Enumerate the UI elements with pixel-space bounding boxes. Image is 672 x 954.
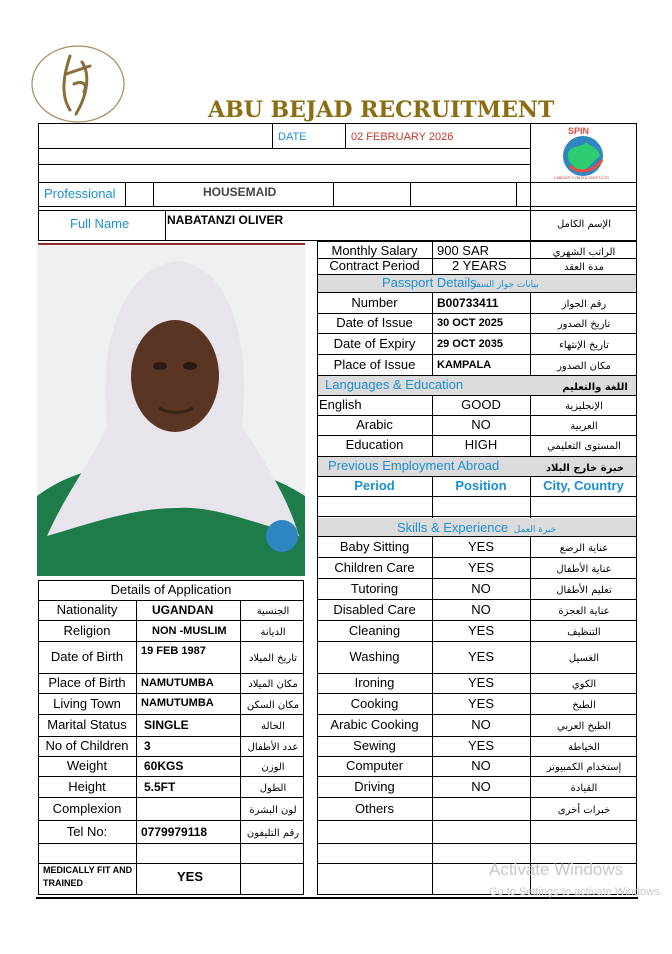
grid-line [317,415,637,416]
skill-row-ar: خبرات أخرى [557,805,611,816]
skill-row-value: NO [471,758,491,773]
grid-line [38,693,304,694]
employment-title: Previous Employment Abroad [328,458,500,473]
skills-title-ar: خبرة العمل [513,525,557,535]
application-row-label: Weight [66,758,108,773]
grid-line [317,797,637,798]
grid-line [38,736,304,737]
skill-row-label: Others [354,801,394,816]
contract-period-value: 2 YEARS [452,258,507,273]
passport-row-ar: مكان الصدور [557,361,611,372]
skill-row-ar: عناية الرضع [559,543,609,554]
application-row-value: 3 [144,739,151,753]
application-row-ar: رقم التليفون [246,828,300,839]
skill-row-value: NO [471,779,491,794]
spin-logo [552,126,614,182]
grid-line [38,756,304,757]
grid-line [38,843,304,844]
grid-line [317,673,637,674]
language-row-value: NO [471,417,491,432]
grid-line [38,641,304,642]
skill-row-value: NO [471,581,491,596]
application-row-label: Marital Status [47,717,127,732]
monthly-salary-ar: الراتب الشهري [552,247,616,258]
professional-value: HOUSEMAID [203,185,277,199]
skill-row-label: Disabled Care [333,602,416,617]
skill-row-value: YES [467,539,494,554]
application-row-label: Date of Birth [50,649,124,664]
application-row-ar: الوزن [261,762,285,773]
skill-row-value: NO [471,717,491,732]
passport-row-value: 30 OCT 2025 [437,317,504,329]
application-row-ar: الجنسية [256,606,290,617]
application-row-label: No of Children [45,738,129,753]
grid-line [317,620,637,621]
skill-row-label: Washing [349,649,400,664]
application-row-value: 19 FEB 1987 [141,645,206,657]
application-title: Details of Application [110,582,232,597]
company-title: ABU BEJAD RECRUITMENT [208,97,555,123]
application-row-ar: الطول [259,783,287,794]
watermark-line1: Activate Windows [489,860,624,879]
contract-period-label: Contract Period [329,258,420,273]
spin-text: SPIN [568,126,590,136]
employment-col-period: Period [354,478,395,493]
skill-row-label: Cooking [350,696,399,711]
skill-row-value: YES [467,738,494,753]
languages-title-ar: اللغة والتعليم [562,382,628,393]
medical-label: MEDICALLY FIT AND TRAINED [43,865,133,888]
skill-row-label: Sewing [353,738,396,753]
employment-col-position: Position [455,478,507,493]
passport-row-ar: رقم الجواز [561,299,607,310]
application-row-value: NON -MUSLIM [152,625,227,637]
passport-row-label: Date of Issue [336,315,413,330]
grid-line [317,313,637,314]
grid-line [38,820,304,821]
spin-sub: LABOUR CONSULTANTS LTD [554,175,610,180]
application-row-value: 60KGS [144,759,184,773]
grid-line [38,776,304,777]
skill-row-value: NO [471,602,491,617]
application-row-ar: مكان الميلاد [248,679,298,690]
skill-row-ar: الكوي [571,679,597,690]
application-row-value: NAMUTUMBA [141,677,214,689]
grid-line [317,557,637,558]
skill-row-label: Arabic Cooking [330,717,419,732]
full-name-label: Full Name [70,216,130,231]
skill-row-ar: القيادة [570,783,598,794]
company-logo [30,44,126,124]
grid-line [317,435,637,436]
passport-title-ar: بيانات جواز السفر [471,280,539,290]
grid-line [317,714,637,715]
grid-line [38,714,304,715]
full-name-ar: الإسم الكامل [556,219,612,230]
application-row-ar: الحالة [261,721,285,732]
full-name-value: NABATANZI OLIVER [167,213,284,227]
skill-row-ar: التنظيف [567,627,601,638]
application-row-label: Complexion [52,801,122,816]
grid-line [317,820,637,821]
skill-row-value: YES [467,560,494,575]
application-row-ar: لون البشرة [249,805,297,816]
skill-row-label: Baby Sitting [339,539,410,554]
skill-row-ar: الطبخ [572,700,596,711]
application-row-label: Height [68,779,106,794]
passport-row-ar: تاريخ الإنتهاء [559,340,609,351]
monthly-salary-value: 900 SAR [437,243,490,258]
skill-row-ar: الطبخ العربي [557,721,611,732]
skill-row-label: Computer [345,758,404,773]
skill-row-value: YES [467,675,494,690]
languages-title: Languages & Education [325,377,464,392]
language-row-label: Arabic [356,417,393,432]
grid-line [317,776,637,777]
passport-row-value: 29 OCT 2035 [437,338,504,350]
contract-period-ar: مدة العقد [564,262,604,273]
skill-row-label: Ironing [354,675,395,690]
application-row-value: SINGLE [144,718,189,732]
grid-line [317,843,637,844]
date-label: DATE [278,131,307,143]
skill-row-ar: إستخدام الكمبيوتر [546,762,622,773]
skills-title: Skills & Experience [397,520,509,535]
skill-row-value: YES [467,696,494,711]
skill-row-ar: الغسيل [568,653,600,664]
language-row-ar: الإنجليزية [565,401,603,412]
grid-line [317,354,637,355]
skill-row-label: Cleaning [348,623,401,638]
skill-row-label: Driving [354,779,395,794]
passport-row-value: B00733411 [437,296,499,310]
candidate-photo [37,246,305,576]
skill-row-label: Children Care [334,560,415,575]
skill-row-ar: الخياطة [568,742,600,753]
language-row-label: Education [345,437,404,452]
grid-line [317,693,637,694]
application-row-label: Tel No: [66,824,108,839]
date-value: 02 FEBRUARY 2026 [351,131,454,143]
language-row-value: HIGH [464,437,498,452]
watermark-line2: Go to Settings to activate Windows. [489,886,663,898]
grid-line [317,756,637,757]
application-row-label: Nationality [56,602,118,617]
skill-row-ar: عناية العجزة [558,606,610,617]
passport-row-label: Number [351,295,398,310]
passport-row-value: KAMPALA [437,359,492,371]
application-row-label: Religion [63,623,111,638]
passport-title: Passport Details [382,275,477,290]
language-row-ar: العربية [570,421,598,432]
application-row-ar: عدد الأطفال [247,742,299,753]
skill-row-ar: تعليم الأطفال [556,585,612,596]
employment-col-city: City, Country [543,478,624,493]
application-row-ar: تاريخ الميلاد [248,653,298,664]
skill-row-ar: عناية الأطفال [556,564,612,575]
application-row-label: Place of Birth [48,675,126,690]
language-row-label: English [319,397,362,412]
application-row-value: NAMUTUMBA [141,697,214,709]
application-row-value: 0779979118 [141,825,208,839]
grid-line [38,797,304,798]
skill-row-label: Tutoring [350,581,399,596]
application-row-value: 5.5FT [144,780,176,794]
passport-row-label: Place of Issue [333,357,416,372]
application-row-ar: مكان السكن [246,700,300,711]
language-row-value: GOOD [461,397,501,412]
language-row-ar: المستوى التعليمي [547,441,621,452]
passport-row-label: Date of Expiry [333,336,416,351]
monthly-salary-label: Monthly Salary [331,243,418,258]
grid-line [38,620,304,621]
grid-line [317,578,637,579]
grid-line [317,736,637,737]
employment-title-ar: خبرة خارج البلاد [545,463,625,474]
passport-row-ar: تاريخ الصدور [557,319,611,330]
application-row-ar: الديانة [260,627,286,638]
professional-label: Professional [44,186,116,201]
grid-line [38,673,304,674]
skill-row-value: YES [467,623,494,638]
skill-row-value: YES [467,649,494,664]
grid-line [317,599,637,600]
application-row-label: Living Town [53,696,121,711]
application-row-value: UGANDAN [152,603,214,617]
medical-value: YES [177,869,204,884]
grid-line [317,333,637,334]
grid-line [317,641,637,642]
